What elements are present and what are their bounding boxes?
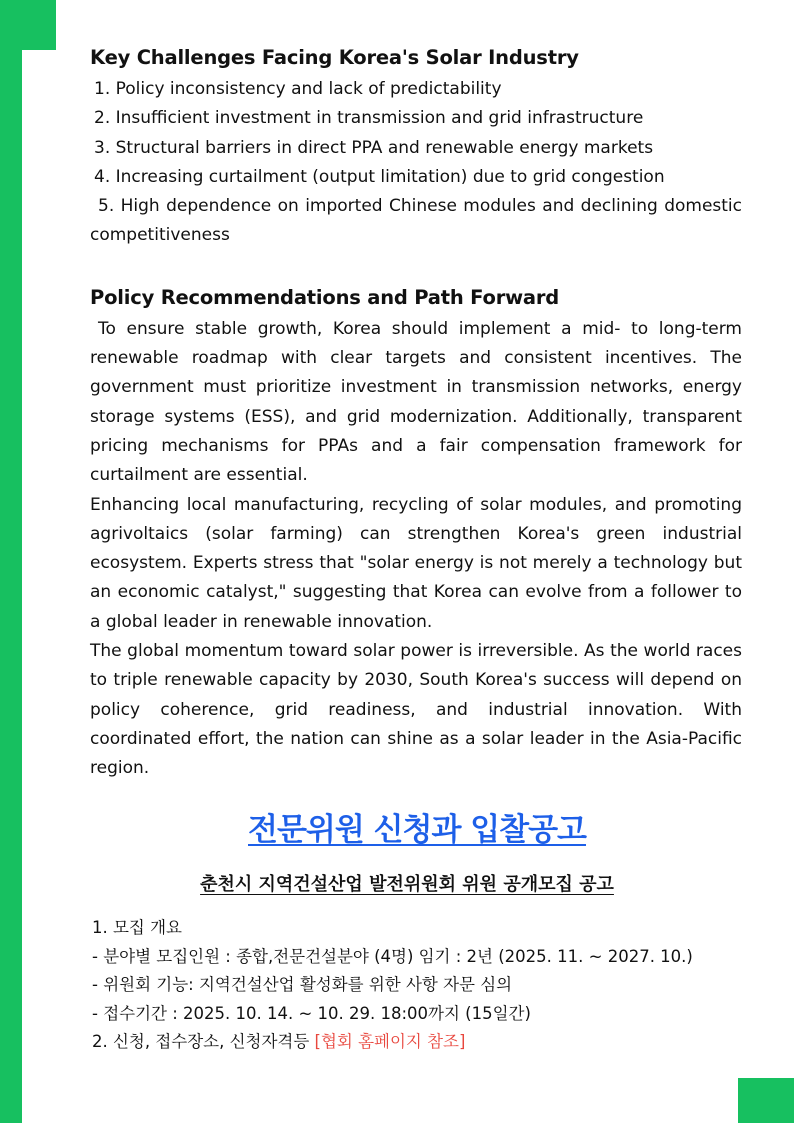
top-accent-block: [0, 0, 56, 50]
section-title-challenges: Key Challenges Facing Korea's Solar Industry: [90, 46, 579, 69]
list-item: 4. Increasing curtailment (output limitation) due to grid congestion: [94, 166, 665, 187]
left-accent-bar: [0, 0, 22, 1123]
list-item: 5. High dependence on imported Chinese modules and declining domestic competitiveness: [90, 196, 742, 246]
notice-line: - 접수기간 : 2025. 10. 14. ~ 10. 29. 18:00까지 (15일간): [92, 1003, 531, 1023]
notice-line: 1. 모집 개요: [92, 918, 182, 937]
article-body: [90, 44, 742, 784]
notice-title: 전문위원 신청과 입찰공고: [248, 812, 586, 848]
list-item: 1. Policy inconsistency and lack of predictability: [94, 79, 502, 99]
corner-accent-block: [738, 1078, 794, 1123]
paragraph: To ensure stable growth, Korea should implement a mid- to long-term renewable roadmap with clear targets and consistent incentives. The government must prioritize investment in transmission networks, energy storage systems (ESS), and grid modernization. Additionally, transparent pricing mechanisms for PPAs and a fair compensation framework for curtailment are essential.: [90, 318, 742, 486]
list-item: 3. Structural barriers in direct PPA and renewable energy markets: [94, 137, 654, 158]
paragraph: The global momentum toward solar power is irreversible. As the world races to triple renewable capacity by 2030, South Korea's success will depend on policy coherence, grid readiness, and industrial innovation. With coordinated effort, the nation can shine as a solar leader in the Asia-Pacific region.: [90, 641, 742, 779]
notice-line: - 분야별 모집인원 : 종합,전문건설분야 (4명) 임기 : 2년 (2025. 11. ~ 2027. 10.): [92, 946, 693, 966]
notice-line-application: [92, 1028, 742, 1057]
notice-line: - 위원회 기능: 지역건설산업 활성화를 위한 사항 자문 심의: [92, 975, 513, 995]
notice-details: [92, 914, 742, 1057]
paragraph: Enhancing local manufacturing, recycling of solar modules, and promoting agrivoltaics (solar farming) can strengthen Korea's green industrial ecosystem. Experts stress that "solar energy is not merely a technology but an economic catalyst," suggesting that Korea can evolve from a follower to a global leader in renewable innovation.: [90, 494, 742, 632]
list-item: 2. Insufficient investment in transmission and grid infrastructure: [94, 108, 644, 129]
application-label: 2. 신청, 접수장소, 신청자격등: [92, 1032, 315, 1052]
notice-subtitle: 춘천시 지역건설산업 발전위원회 위원 공개모집 공고: [200, 874, 614, 895]
section-spacer: [90, 251, 742, 284]
challenges-list: [90, 75, 742, 251]
section-title-recommendations: Policy Recommendations and Path Forward: [90, 285, 560, 309]
homepage-reference-link[interactable]: [협회 홈페이지 참조]: [314, 1032, 466, 1052]
